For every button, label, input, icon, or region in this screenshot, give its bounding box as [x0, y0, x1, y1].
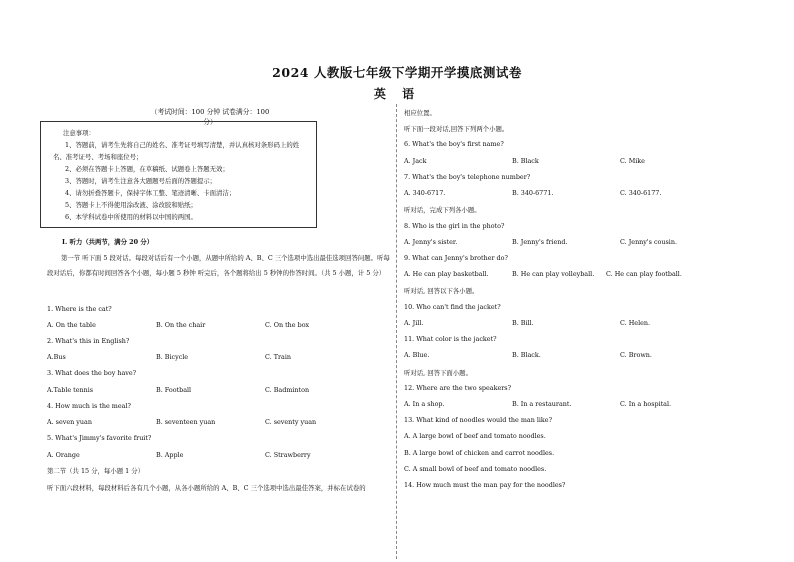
option-b: B. On the chair — [156, 321, 206, 329]
notice-line: 2、必须在答题卡上答题，在草稿纸、试题卷上答题无效； — [65, 165, 229, 173]
question: 8. Who is the girl in the photo? — [404, 222, 505, 230]
option-c: C. seventy yuan — [265, 418, 317, 426]
notice-line: 6、本学科试卷中所使用的材料以中国的两国。 — [65, 213, 197, 221]
instruction: 听对话, 回答以下各小题。 — [404, 287, 479, 295]
option-a: A. Jenny's sister. — [404, 238, 458, 246]
question: 4. How much is the meal? — [47, 402, 131, 410]
question: 2. What's this in English? — [47, 337, 130, 345]
option-a: A.Bus — [47, 353, 66, 361]
continued-text: 相应位置。 — [404, 109, 436, 117]
option-a: A. 340-6717. — [404, 189, 446, 197]
notice-line: 名、准考证号、考场和座位号； — [53, 153, 143, 161]
option-b: B. Bicycle — [156, 353, 189, 361]
page-title: 2024 人教版七年级下学期开学摸底测试卷 — [272, 65, 522, 80]
option-b: B. Bill. — [512, 319, 534, 327]
option-a: A. Jack — [404, 157, 427, 165]
option-b: B. Football — [156, 386, 192, 394]
question: 14. How much must the man pay for the noodles? — [404, 481, 566, 489]
part2-title: 第二节（共 15 分，每小题 1 分） — [47, 467, 145, 475]
option-a: A. On the table — [47, 321, 96, 329]
question: 13. What kind of noodles would the man like? — [404, 416, 553, 424]
question: 10. Who can't find the jacket? — [404, 303, 501, 311]
question: 1. Where is the cat? — [47, 305, 112, 313]
option-c: C. Helen. — [620, 319, 651, 327]
question: 12. Where are the two speakers? — [404, 384, 511, 392]
question: 3. What does the boy have? — [47, 369, 137, 377]
option-a: A. A large bowl of beef and tomato noodles. — [404, 432, 546, 440]
option-c: C. Strawberry — [265, 451, 311, 459]
option-c: C. Mike — [620, 157, 645, 165]
instruction: 听对话, 回答下面小题。 — [404, 369, 472, 377]
instruction: 听下面一段对话,回答下列两个小题。 — [404, 125, 509, 133]
question: 7. What's the boy's telephone number? — [404, 173, 531, 181]
notice-title: 注意事项： — [63, 129, 95, 137]
option-a: A.Table tennis — [47, 386, 94, 394]
option-c: C. Jenny's cousin. — [620, 238, 677, 246]
option-b: B. 340-6771. — [512, 189, 554, 197]
question: 11. What color is the jacket? — [404, 335, 497, 343]
question: 5. What's Jimmy's favorite fruit? — [47, 434, 152, 442]
option-b: B. Black. — [512, 351, 541, 359]
part1-intro: 第一节 听下面 5 段对话。每段对话后有一个小题，从题中所给的 A、B、C 三个选项中选出最佳选项回答问题。听每段对话后，你都有时间回答各个小题，每小题 5 秒钟 听完后，各个题将给出 5 秒钟的作答时间。（共 5 小题，计 5 分） — [47, 254, 390, 277]
option-a: A. Orange — [47, 451, 80, 459]
part2-intro: 听下面六段材料，每段材料后各有几个小题，从各小题所给的 A、B、C 三个选项中选出最佳答案，并标在试卷的 — [47, 484, 366, 492]
notice-line: 5、答题卡上不得使用涂改液、涂改胶和贴纸； — [65, 201, 197, 209]
option-b: B. seventeen yuan — [156, 418, 216, 426]
section-heading: Ⅰ. 听力（共两节，满分 20 分） — [62, 238, 154, 246]
option-c: C. He can play football. — [606, 270, 682, 278]
option-a: A. In a shop. — [404, 400, 445, 408]
option-c: C. On the box — [265, 321, 310, 329]
option-b: B. A large bowl of chicken and carrot noodles. — [404, 449, 555, 457]
option-b: B. Jenny's friend. — [512, 238, 568, 246]
option-c: C. In a hospital. — [620, 400, 672, 408]
option-b: B. In a restaurant. — [512, 400, 572, 408]
option-c: C. 340-6177. — [620, 189, 662, 197]
column-divider — [396, 104, 397, 559]
option-a: A. Jill. — [404, 319, 424, 327]
option-c: C. Train — [265, 353, 292, 361]
notice-box — [40, 121, 317, 228]
option-b: B. Apple — [156, 451, 184, 459]
option-c: C. Brown. — [620, 351, 652, 359]
notice-line: 4、请勿折叠答题卡，保持字体工整、笔迹清晰、卡面清洁； — [65, 189, 236, 197]
question: 6. What's the boy's first name? — [404, 140, 504, 148]
option-a: A. He can play basketball. — [404, 270, 489, 278]
exam-info: （考试时间：100 分钟 试卷满分：100 分） — [150, 108, 270, 126]
notice-line: 3、答题时，请考生注意各大题题号后面的答题提示； — [65, 177, 217, 185]
instruction: 听对话，完成下列各小题。 — [404, 206, 481, 214]
option-b: B. Black — [512, 157, 539, 165]
option-c: C. Badminton — [265, 386, 310, 394]
question: 9. What can Jenny's brother do? — [404, 254, 508, 262]
option-b: B. He can play volleyball. — [512, 270, 595, 278]
option-a: A. seven yuan — [47, 418, 92, 426]
subject-title: 英 语 — [373, 87, 421, 101]
notice-line: 1、答题前，请考生先将自己的姓名、准考证号填写清楚，并认真核对条形码上的姓 — [65, 141, 300, 149]
option-c: C. A small bowl of beef and tomato noodles. — [404, 465, 547, 473]
option-a: A. Blue. — [404, 351, 430, 359]
